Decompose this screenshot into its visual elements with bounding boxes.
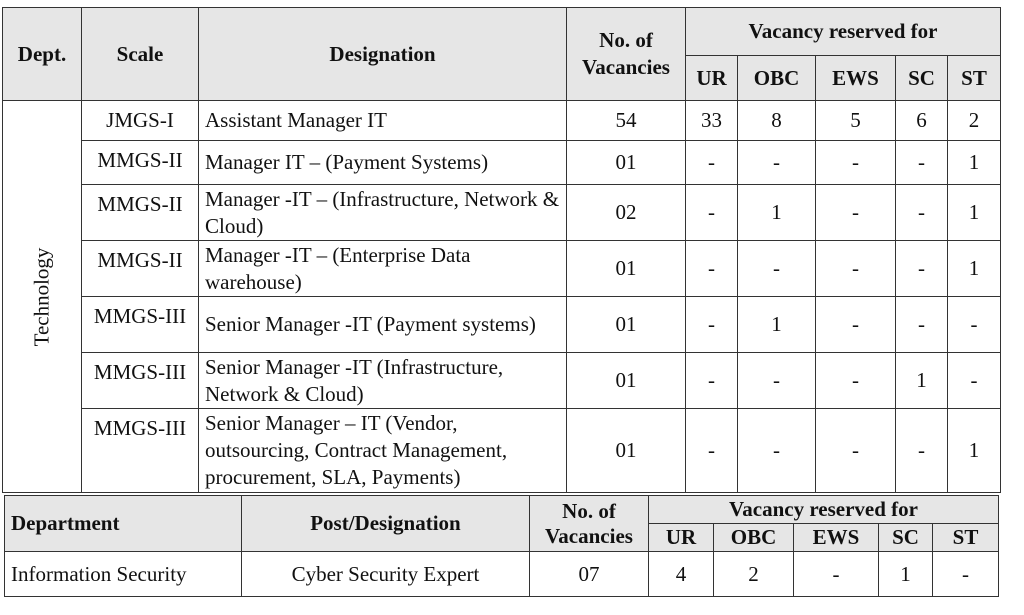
vacancies-cell: 01 <box>567 141 686 185</box>
scale-cell: JMGS-I <box>82 101 199 141</box>
designation-cell: Manager -IT – (Enterprise Data warehouse) <box>199 241 567 297</box>
scale-cell: MMGS-II <box>82 185 199 241</box>
header-ur: UR <box>686 56 738 101</box>
designation-cell: Assistant Manager IT <box>199 101 567 141</box>
st-cell: - <box>948 353 1001 409</box>
vacancies-cell: 01 <box>567 409 686 493</box>
sc-cell: - <box>896 241 948 297</box>
table-row <box>5 552 999 597</box>
sc-cell: 6 <box>896 101 948 141</box>
header-obc: OBC <box>714 524 794 552</box>
vacancies-cell: 01 <box>567 297 686 353</box>
scale-cell: MMGS-II <box>82 241 199 297</box>
header-st: ST <box>948 56 1001 101</box>
header-st: ST <box>933 524 999 552</box>
ur-cell: - <box>686 409 738 493</box>
ews-cell: - <box>816 409 896 493</box>
scale-cell: MMGS-III <box>82 297 199 353</box>
table-row <box>3 101 1001 141</box>
obc-cell: 2 <box>714 552 794 597</box>
sc-cell: 1 <box>896 353 948 409</box>
scale-cell: MMGS-III <box>82 353 199 409</box>
department-cell <box>3 101 82 493</box>
ews-cell: - <box>816 141 896 185</box>
st-cell: 1 <box>948 141 1001 185</box>
designation-cell: Senior Manager -IT (Payment systems) <box>199 297 567 353</box>
ews-cell: - <box>816 353 896 409</box>
sc-cell: - <box>896 185 948 241</box>
obc-cell: - <box>738 241 816 297</box>
st-cell: - <box>948 297 1001 353</box>
header-reserved: Vacancy reserved for <box>649 496 999 524</box>
designation-cell: Senior Manager -IT (Infrastructure, Network & Cloud) <box>199 353 567 409</box>
vacancies-cell: 02 <box>567 185 686 241</box>
table-row <box>3 353 1001 409</box>
scale-cell: MMGS-III <box>82 409 199 493</box>
vacancies-cell: 07 <box>530 552 649 597</box>
obc-cell: - <box>738 141 816 185</box>
header-ews: EWS <box>816 56 896 101</box>
header-vacancies: No. of Vacancies <box>530 496 649 552</box>
vacancy-table-technology <box>2 7 1001 493</box>
header-reserved: Vacancy reserved for <box>686 8 1001 56</box>
header-ews: EWS <box>794 524 879 552</box>
ur-cell: - <box>686 141 738 185</box>
header-designation: Designation <box>199 8 567 101</box>
header-scale: Scale <box>82 8 199 101</box>
st-cell: 1 <box>948 185 1001 241</box>
ews-cell: 5 <box>816 101 896 141</box>
header-obc: OBC <box>738 56 816 101</box>
header-ur: UR <box>649 524 714 552</box>
header-post-designation: Post/Designation <box>242 496 530 552</box>
sc-cell: - <box>896 409 948 493</box>
designation-cell: Senior Manager – IT (Vendor, outsourcing, Contract Management, procurement, SLA, Payments) <box>199 409 567 493</box>
table-row <box>3 409 1001 493</box>
header-vacancies: No. of Vacancies <box>567 8 686 101</box>
ews-cell: - <box>816 297 896 353</box>
ur-cell: - <box>686 297 738 353</box>
table-row <box>3 185 1001 241</box>
st-cell: 1 <box>948 241 1001 297</box>
st-cell: - <box>933 552 999 597</box>
ur-cell: 4 <box>649 552 714 597</box>
sc-cell: 1 <box>879 552 933 597</box>
header-department: Department <box>5 496 242 552</box>
designation-cell: Manager -IT – (Infrastructure, Network & Cloud) <box>199 185 567 241</box>
ews-cell: - <box>816 185 896 241</box>
ur-cell: - <box>686 185 738 241</box>
sc-cell: - <box>896 141 948 185</box>
obc-cell: - <box>738 409 816 493</box>
sc-cell: - <box>896 297 948 353</box>
vacancies-cell: 01 <box>567 241 686 297</box>
obc-cell: 1 <box>738 185 816 241</box>
table-row <box>3 297 1001 353</box>
header-sc: SC <box>879 524 933 552</box>
st-cell: 1 <box>948 409 1001 493</box>
ur-cell: 33 <box>686 101 738 141</box>
obc-cell: 8 <box>738 101 816 141</box>
designation-cell: Manager IT – (Payment Systems) <box>199 141 567 185</box>
obc-cell: - <box>738 353 816 409</box>
st-cell: 2 <box>948 101 1001 141</box>
obc-cell: 1 <box>738 297 816 353</box>
vacancies-cell: 01 <box>567 353 686 409</box>
vacancy-table-information-security <box>4 495 999 597</box>
scale-cell: MMGS-II <box>82 141 199 185</box>
ur-cell: - <box>686 241 738 297</box>
department-label: Technology <box>29 247 54 346</box>
table-row <box>3 241 1001 297</box>
ews-cell: - <box>816 241 896 297</box>
table-row <box>3 141 1001 185</box>
ur-cell: - <box>686 353 738 409</box>
header-sc: SC <box>896 56 948 101</box>
ews-cell: - <box>794 552 879 597</box>
header-dept: Dept. <box>3 8 82 101</box>
department-cell: Information Security <box>5 552 242 597</box>
designation-cell: Cyber Security Expert <box>242 552 530 597</box>
vacancies-cell: 54 <box>567 101 686 141</box>
